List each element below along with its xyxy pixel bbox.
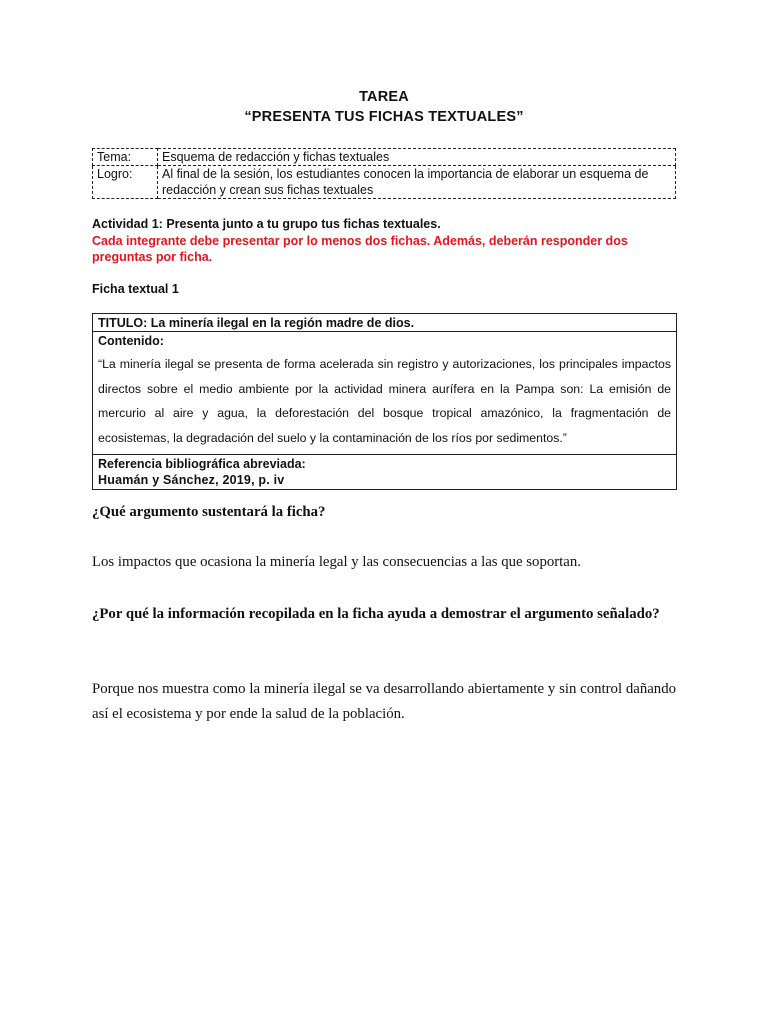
activity-section	[92, 216, 682, 265]
ficha-content-label: Contenido:	[98, 334, 164, 348]
answer-2: Porque nos muestra como la minería ilegal se va desarrollando abiertamente y sin control dañando así el ecosistema y por ende la salud de la población.	[92, 681, 676, 722]
question-2: ¿Por qué la información recopilada en la ficha ayuda a demostrar el argumento señalado?	[92, 606, 660, 622]
ficha-content-section	[93, 332, 676, 455]
ficha-content-text: “La minería ilegal se presenta de forma acelerada sin registro y autorizaciones, los principales impactos directos sobre el medio ambiente por la actividad minera aurífera en la Pampa son: La emisión de mercurio al aire y agua, la deforestación del bosque tropical amazónico, la fragmentación de ecosistemas, la degradación del suelo y la contaminación de los ríos por sedimentos.”	[98, 357, 671, 445]
table-row	[93, 166, 676, 199]
ficha-label: Ficha textual 1	[92, 282, 179, 296]
info-table	[92, 148, 676, 199]
table-row	[93, 149, 676, 166]
activity-heading: Actividad 1: Presenta junto a tu grupo tus fichas textuales.	[92, 217, 441, 231]
tema-value: Esquema de redacción y fichas textuales	[158, 149, 676, 166]
ficha-box	[92, 313, 677, 490]
ficha-reference-section	[93, 455, 676, 489]
document-header	[0, 87, 768, 127]
document-subtitle: “PRESENTA TUS FICHAS TEXTUALES”	[244, 109, 524, 125]
question-1: ¿Qué argumento sustentará la ficha?	[92, 504, 326, 520]
ficha-reference-value: Huamán y Sánchez, 2019, p. iv	[98, 473, 285, 487]
document-title: TAREA	[359, 89, 409, 105]
activity-instruction: Cada integrante debe presentar por lo menos dos fichas. Además, deberán responder dos preguntas por ficha.	[92, 234, 628, 264]
logro-label: Logro:	[93, 166, 158, 199]
ficha-reference-label: Referencia bibliográfica abreviada:	[98, 457, 306, 471]
ficha-title: TITULO: La minería ilegal en la región madre de dios.	[93, 314, 676, 332]
answer-1: Los impactos que ocasiona la minería legal y las consecuencias a las que soportan.	[92, 554, 581, 570]
logro-value: Al final de la sesión, los estudiantes conocen la importancia de elaborar un esquema de redacción y crean sus fichas textuales	[158, 166, 676, 199]
tema-label: Tema:	[93, 149, 158, 166]
